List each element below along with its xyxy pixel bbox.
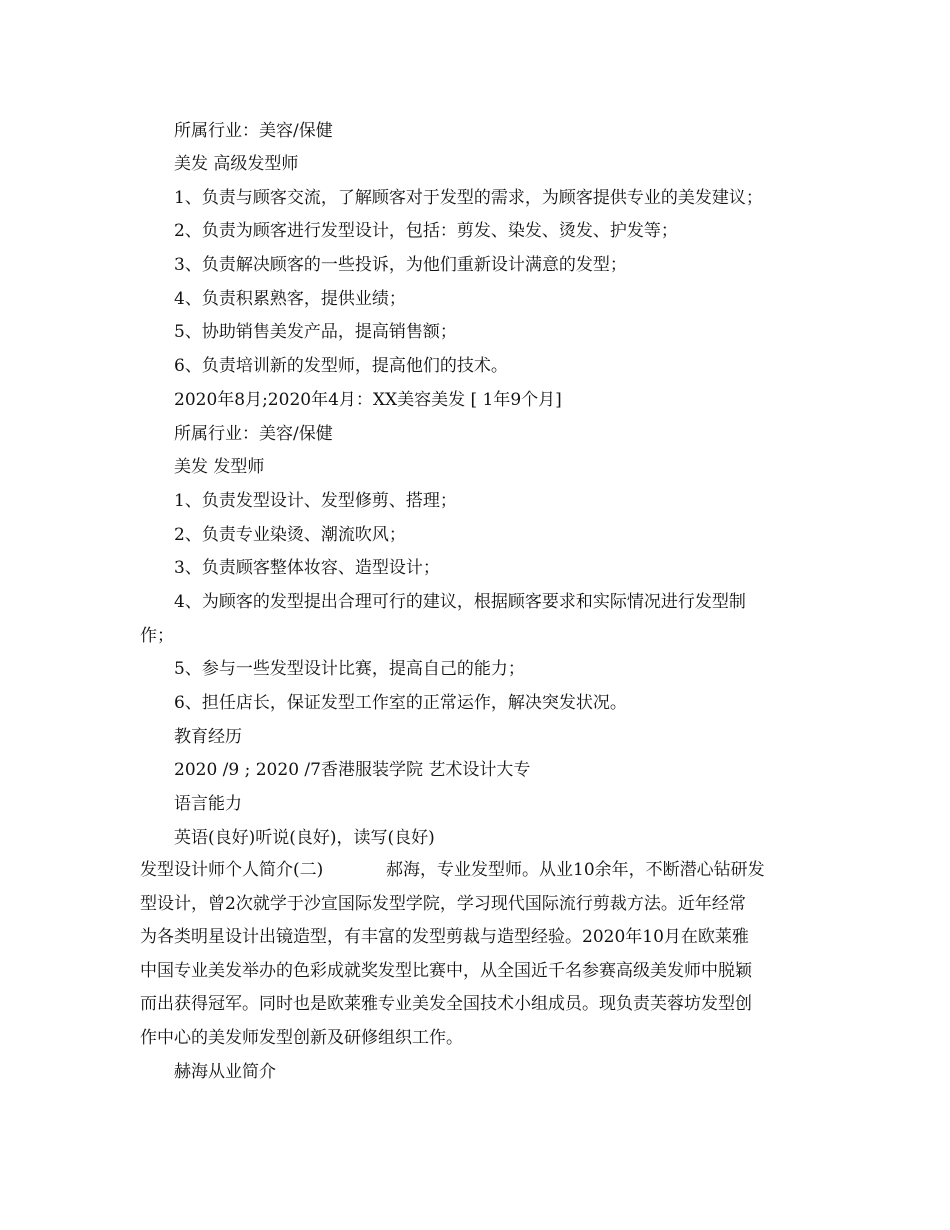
intro2-line-3: 为各类明星设计出镜造型，有丰富的发型剪裁与造型经验。2020年10月在欧莱雅 [140,927,749,947]
job2-duty-4: 4、为顾客的发型提出合理可行的建议，根据顾客要求和实际情况进行发型制 [174,592,746,612]
education-heading: 教育经历 [174,727,242,747]
job2-duty-6: 6、担任店长，保证发型工作室的正常运作，解决突发状况。 [174,693,627,713]
job1-duty-5: 5、协助销售美发产品，提高销售额； [174,322,457,342]
language-heading: 语言能力 [174,794,242,814]
job2-duty-4-cont: 作； [140,626,174,646]
job1-duty-6: 6、负责培训新的发型师，提高他们的技术。 [174,356,508,376]
job1-industry: 所属行业：美容/保健 [174,121,333,141]
job2-duty-2: 2、负责专业染烫、潮流吹风； [174,525,406,545]
intro2-line-2: 型设计，曾2次就学于沙宣国际发型学院，学习现代国际流行剪裁方法。近年经常 [140,894,746,914]
education-entry: 2020 /9 ; 2020 /7香港服装学院 艺术设计大专 [174,760,531,780]
intro2-line-1: 郝海，专业发型师。从业10余年，不断潜心钻研发 [386,860,765,880]
intro2-heading: 发型设计师个人简介(二) [140,860,324,880]
job1-duty-4: 4、负责积累熟客，提供业绩； [174,289,406,309]
job1-title: 美发 高级发型师 [174,154,299,174]
intro2-footer: 赫海从业简介 [174,1062,276,1082]
job2-industry: 所属行业：美容/保健 [174,424,333,444]
language-entry: 英语(良好)听说(良好)，读写(良好) [174,828,435,848]
job2-duty-1: 1、负责发型设计、发型修剪、搭理； [174,491,457,511]
intro2-line-4: 中国专业美发举办的色彩成就奖发型比赛中，从全国近千名参赛高级美发师中脱颖 [140,961,752,981]
job2-title: 美发 发型师 [174,457,265,477]
job1-duty-1: 1、负责与顾客交流，了解顾客对于发型的需求，为顾客提供专业的美发建议； [174,188,763,208]
job2-period: 2020年8月;2020年4月：XX美容美发 [ 1年9个月] [174,390,562,410]
intro2-line-5: 而出获得冠军。同时也是欧莱雅专业美发全国技术小组成员。现负责芙蓉坊发型创 [140,994,752,1014]
job2-duty-3: 3、负责顾客整体妆容、造型设计； [174,558,440,578]
intro2-line-6: 作中心的美发师发型创新及研修组织工作。 [140,1028,463,1048]
job1-duty-2: 2、负责为顾客进行发型设计，包括：剪发、染发、烫发、护发等； [174,221,678,241]
job2-duty-5: 5、参与一些发型设计比赛，提高自己的能力； [174,659,525,679]
job1-duty-3: 3、负责解决顾客的一些投诉，为他们重新设计满意的发型； [174,255,627,275]
